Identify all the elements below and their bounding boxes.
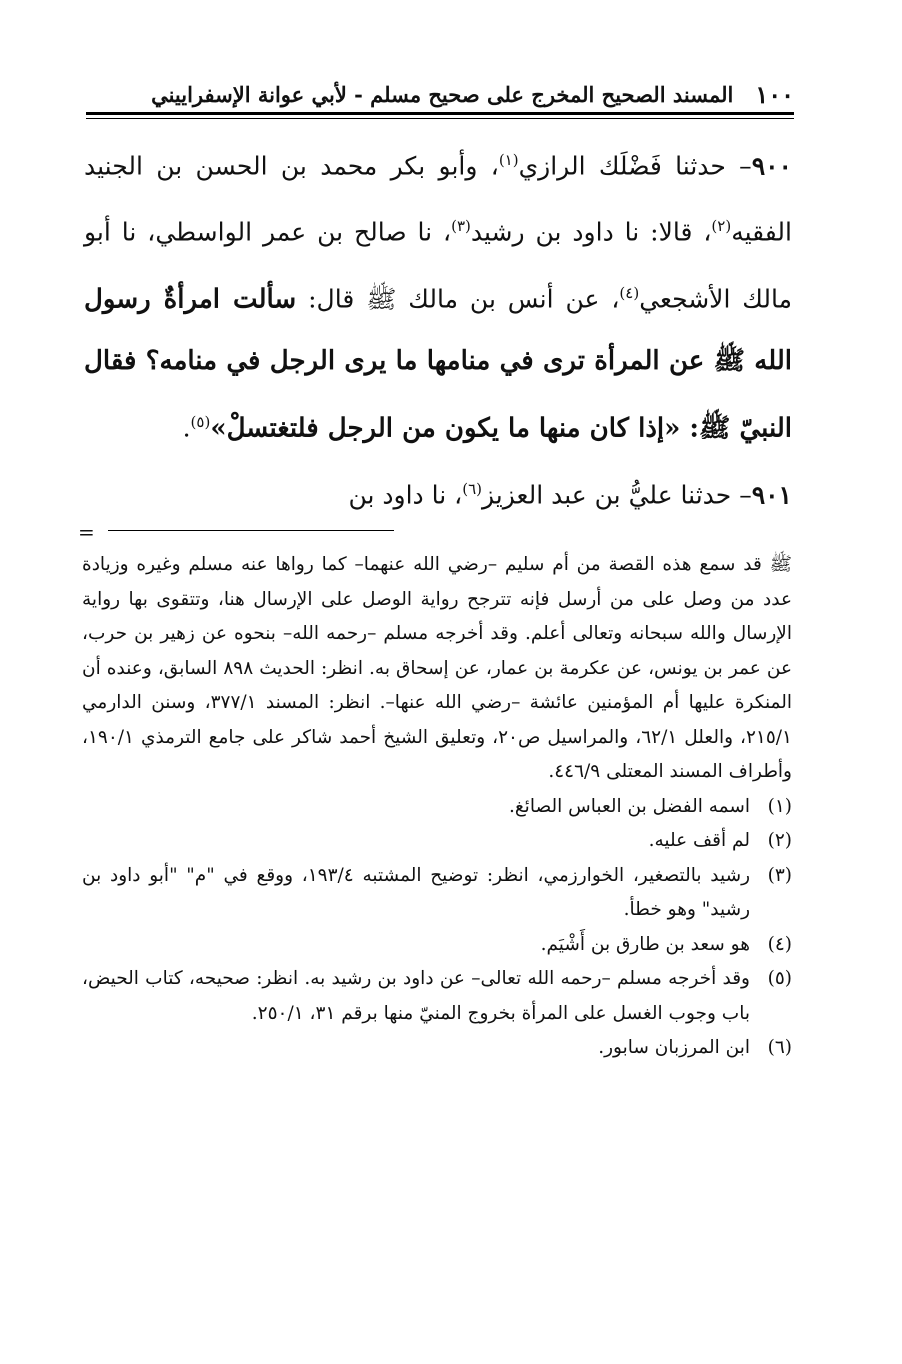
main-text — [84, 130, 792, 526]
header-rule-thin — [86, 118, 794, 119]
footnote-item — [82, 790, 792, 825]
footnote-separator — [108, 530, 394, 531]
footnote-marker: (٢) — [767, 830, 792, 851]
footnote-ref: (١) — [498, 151, 519, 169]
hadith-text: – حدثنا فَضْلَك الرازي — [518, 151, 752, 181]
footnote-text: اسمه الفضل بن العباس الصائغ. — [508, 795, 750, 817]
header-title: المسند الصحيح المخرج على صحيح مسلم - لأبي عوانة الإسفراييني — [151, 81, 734, 107]
footnote-marker: (٣) — [767, 864, 792, 886]
footnote-marker: (٤) — [767, 933, 792, 955]
hadith-text: ، وأبو بكر محمد بن الحسن بن الجنيد الفقيه — [84, 151, 792, 247]
hadith-number: ٩٠١ — [751, 480, 792, 510]
footnote-item — [82, 962, 792, 1031]
hadith-number: ٩٠٠ — [751, 151, 792, 181]
continuation-mark: = — [78, 520, 95, 544]
footnotes — [82, 548, 792, 1066]
footnote-marker: (٦) — [767, 1037, 792, 1058]
footnote-list — [82, 790, 792, 1066]
footnote-marker: (١) — [767, 795, 792, 817]
footnote-text: لم أقف عليه. — [648, 830, 750, 851]
footnote-text: هو سعد بن طارق بن أَشْيَم. — [540, 933, 750, 955]
hadith-text: – حدثنا عليُّ بن عبد العزيز — [482, 480, 752, 510]
running-header — [108, 76, 794, 112]
footnote-text: ابن المرزبان سابور. — [598, 1037, 750, 1058]
footnote-text: وقد أخرجه مسلم –رحمه الله تعالى– عن داود بن رشيد به. انظر: صحيحه، كتاب الحيض، باب وجوب الغسل على المرأة بخروج المنيّ منها برقم ٣١، ٢٥٠/١. — [82, 968, 750, 1024]
hadith-text: ، نا داود بن — [348, 480, 463, 510]
hadith-text: ، عن أنس بن مالك ﷺ قال: — [308, 283, 620, 313]
hadith-900 — [84, 130, 792, 459]
footnote-item — [82, 824, 792, 859]
hadith-text: ، قالا: نا داود بن رشيد — [470, 217, 712, 247]
footnote-item — [82, 928, 792, 963]
hadith-901 — [84, 459, 792, 525]
footnote-ref: (٦) — [462, 480, 482, 499]
hadith-text: . — [182, 413, 191, 443]
footnote-continuation: ﷺ قد سمع هذه القصة من أم سليم –رضي الله عنهما– كما رواها عنه مسلم وغيره وزيادة عدد من وصل على من أرسل فإنه تترجح رواية الوصل على الإرسال هنا، وتتقوى بها رواية الإرسال والله سبحانه وتعالى أعلم. وقد أخرجه مسلم –رحمه الله– بنحوه عن زهير بن حرب، عن عمر بن يونس، عن عكرمة بن عمار، عن إسحاق به. انظر: الحديث ٨٩٨ السابق، وعنده أن المنكرة عليها أم المؤمنين عائشة –رضي الله عنها–. انظر: المسند ٣٧٧/١، وسنن الدارمي ٢١٥/١، والعلل ٦٢/١، والمراسيل ص٢٠، وتعليق الشيخ أحمد شاكر على جامع الترمذي ١٩٠/١، وأطراف المسند المعتلى ٤٤٦/٩. — [82, 554, 792, 782]
footnote-ref: (٥) — [190, 412, 211, 431]
footnote-text: رشيد بالتصغير، الخوارزمي، انظر: توضيح المشتبه ١٩٣/٤، ووقع في "م" "أبو داود بن رشيد" وهو خطأ. — [82, 864, 750, 920]
footnote-item — [82, 1031, 792, 1066]
hadith-matn: سألت امرأةٌ رسول الله ﷺ عن المرأة ترى في منامها ما يرى الرجل في منامه؟ فقال النبيّ ﷺ: «إذا كان منها ما يكون من الرجل فلتغتسلْ» — [84, 283, 792, 444]
footnote-ref: (٢) — [711, 217, 732, 236]
footnote-marker: (٥) — [767, 968, 792, 989]
footnote-ref: (٤) — [619, 283, 640, 302]
footnote-ref: (٣) — [451, 217, 471, 236]
footnote-item — [82, 859, 792, 928]
header-rule-thick — [86, 112, 794, 115]
page-number: ١٠٠ — [755, 79, 794, 109]
hadith-text: ، نا صالح بن عمر الواسطي، نا أبو مالك الأشجعي — [84, 217, 792, 313]
